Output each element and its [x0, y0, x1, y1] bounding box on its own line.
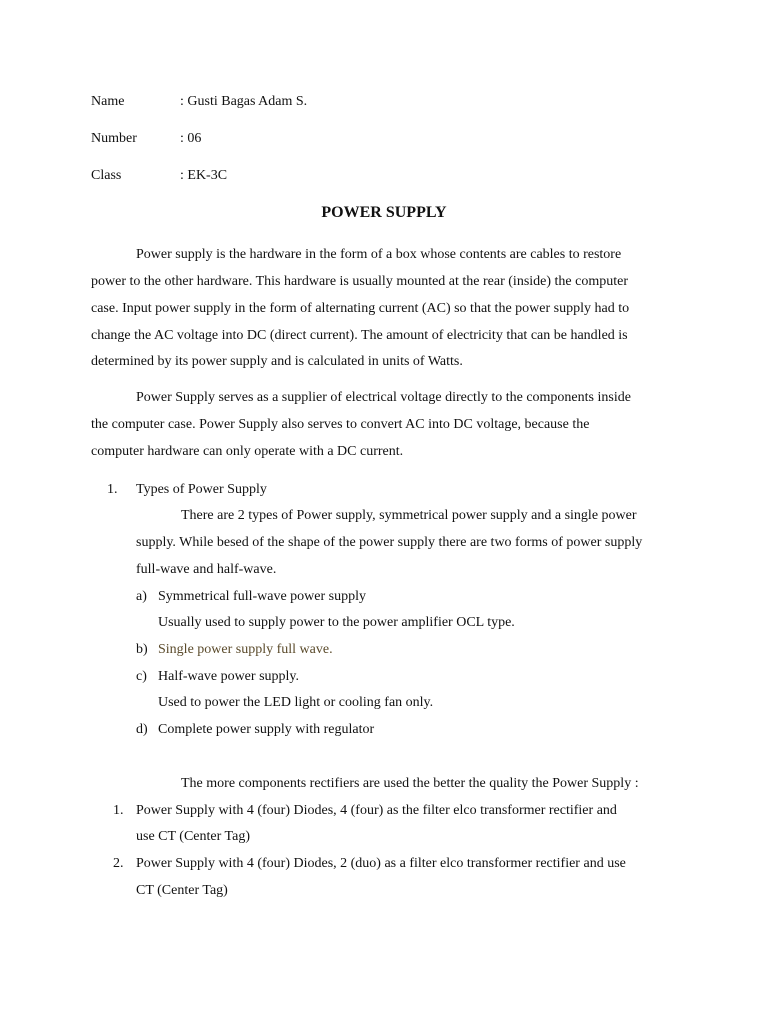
paragraph1-line: determined by its power supply and is calculated in units of Watts. — [91, 354, 463, 369]
class-label: Class — [91, 168, 122, 183]
rectifier-item-cont: CT (Center Tag) — [136, 883, 228, 898]
rectifier-number: 1. — [113, 803, 124, 818]
list-item-marker: b) — [136, 642, 148, 657]
page-title: POWER SUPPLY — [321, 204, 447, 221]
class-value: : EK-3C — [180, 168, 228, 183]
list-item: Complete power supply with regulator — [158, 722, 375, 737]
paragraph1-line: power to the other hardware. This hardware is usually mounted at the rear (inside) the computer — [91, 274, 629, 289]
rectifier-item: Power Supply with 4 (four) Diodes, 4 (four) as the filter elco transformer rectifier and — [136, 803, 617, 818]
rectifier-item: Power Supply with 4 (four) Diodes, 2 (duo) as a filter elco transformer rectifier and use — [136, 856, 626, 871]
list-item: Single power supply full wave. — [158, 642, 333, 657]
name-value: : Gusti Bagas Adam S. — [180, 94, 308, 109]
paragraph1-line: case. Input power supply in the form of alternating current (AC) so that the power supply had to — [91, 301, 630, 316]
rectifier-intro: The more components rectifiers are used the better the quality the Power Supply : — [181, 776, 639, 791]
paragraph2-line: Power Supply serves as a supplier of electrical voltage directly to the components inside — [136, 390, 631, 405]
section1-line: There are 2 types of Power supply, symmetrical power supply and a single power — [181, 508, 637, 523]
list-item-marker: c) — [136, 669, 147, 684]
list-item-marker: a) — [136, 589, 147, 604]
list-item-marker: d) — [136, 722, 148, 737]
rectifier-item-cont: use CT (Center Tag) — [136, 829, 250, 844]
paragraph1-line: change the AC voltage into DC (direct current). The amount of electricity that can be handled is — [91, 328, 628, 343]
section1-line: full-wave and half-wave. — [136, 562, 277, 577]
list-item-sub: Usually used to supply power to the power amplifier OCL type. — [158, 615, 515, 630]
list-item: Symmetrical full-wave power supply — [158, 589, 367, 604]
number-value: : 06 — [180, 131, 202, 146]
number-label: Number — [91, 131, 137, 146]
section1-line: supply. While besed of the shape of the power supply there are two forms of power supply — [136, 535, 643, 550]
section1-heading: Types of Power Supply — [136, 482, 267, 497]
section1-number: 1. — [107, 482, 118, 497]
name-label: Name — [91, 94, 125, 109]
paragraph2-line: computer hardware can only operate with a DC current. — [91, 444, 404, 459]
list-item-sub: Used to power the LED light or cooling fan only. — [158, 695, 434, 710]
rectifier-number: 2. — [113, 856, 124, 871]
paragraph1-line: Power supply is the hardware in the form of a box whose contents are cables to restore — [136, 247, 622, 262]
list-item: Half-wave power supply. — [158, 669, 299, 684]
paragraph2-line: the computer case. Power Supply also serves to convert AC into DC voltage, because the — [91, 417, 590, 432]
